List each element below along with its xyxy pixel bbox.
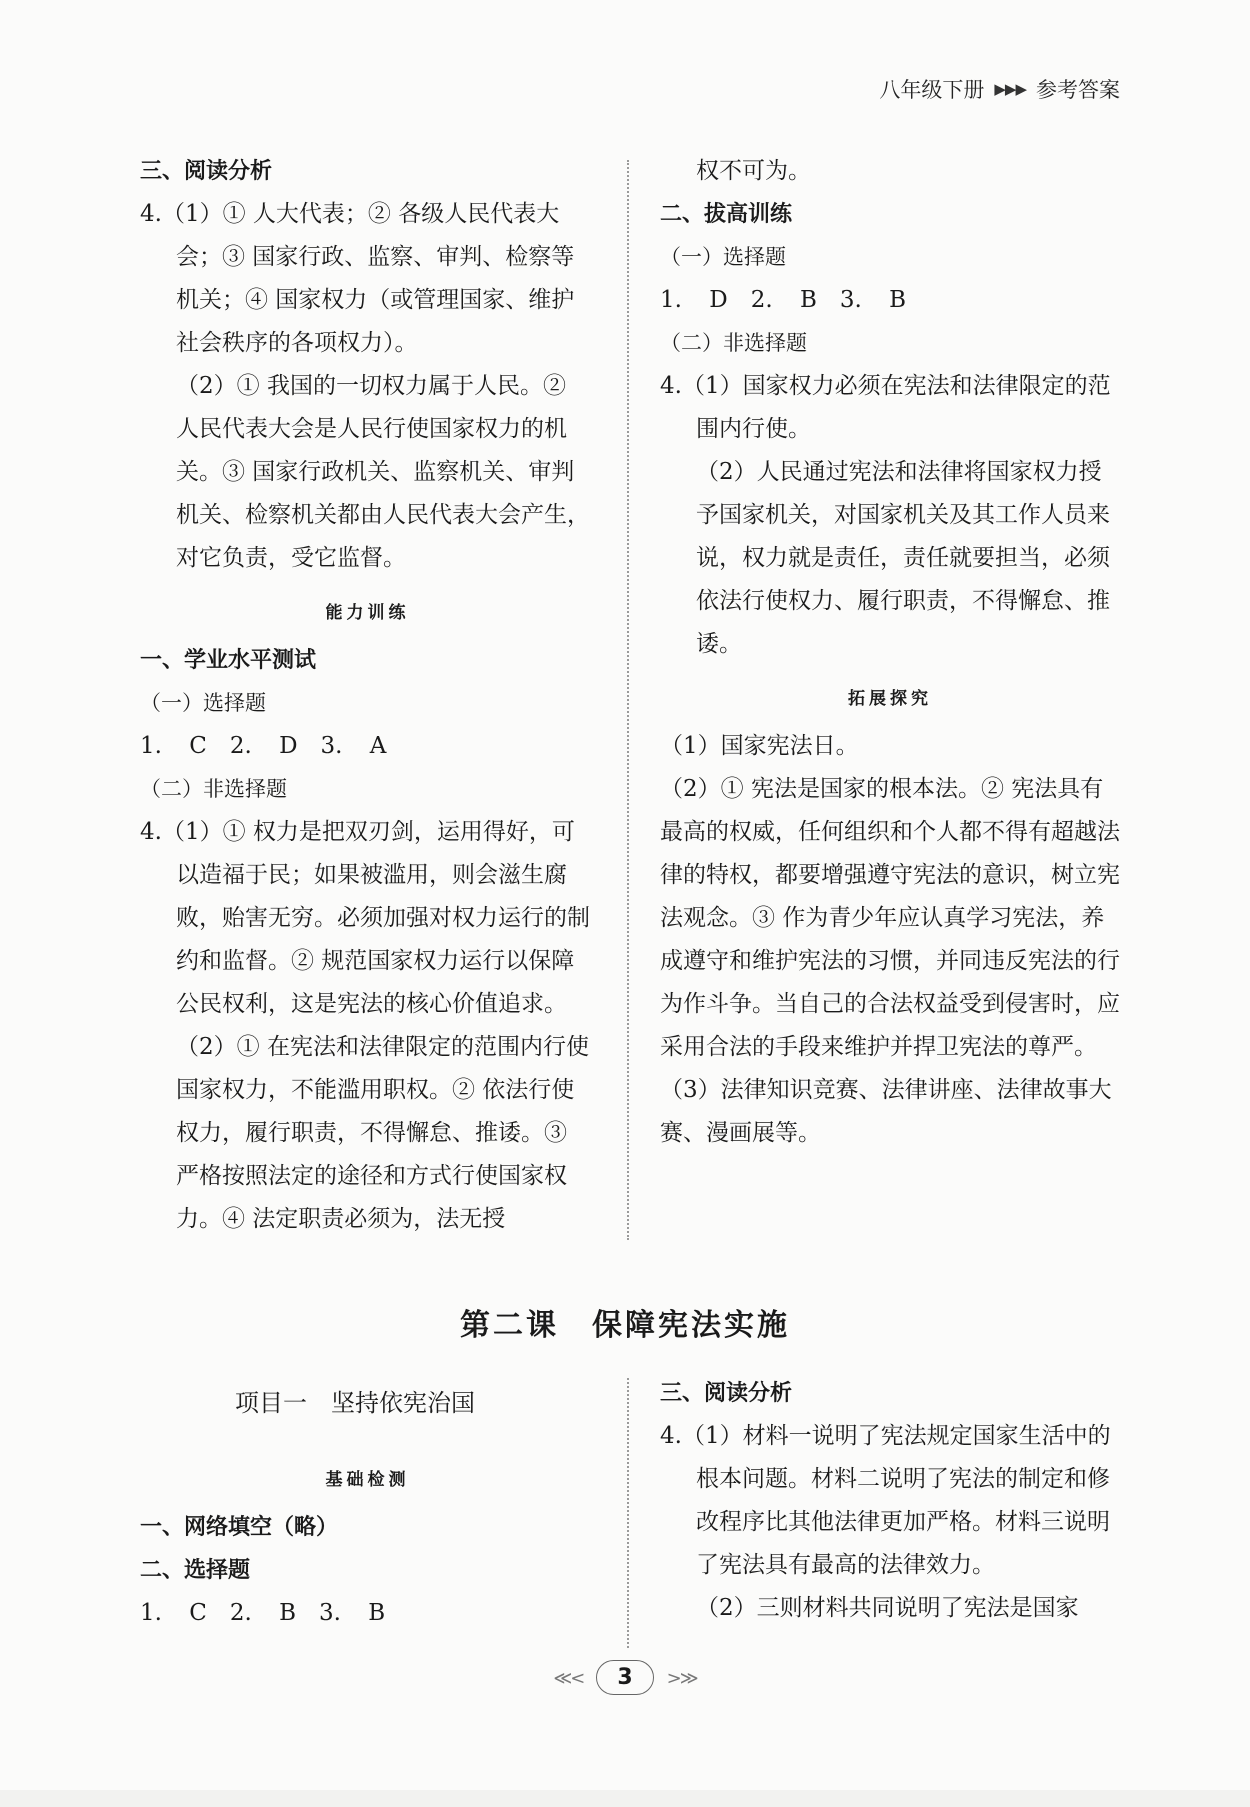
answer-key-label: 参考答案 [1036, 78, 1120, 102]
section-title: 一、学业水平测试 [140, 648, 317, 673]
answer-paragraph: （1）国家宪法日。 [660, 733, 859, 759]
subsection-heading: 能力训练 [325, 603, 410, 623]
answer-paragraph: （3）法律知识竞赛、法律讲座、法律故事大赛、漫画展等。 [660, 1077, 1112, 1146]
column-divider [627, 160, 629, 1240]
project-title: 项目一 坚持依宪治国 [235, 1389, 475, 1417]
answer-paragraph: 4.（1）国家权力必须在宪法和法律限定的范围内行使。 [660, 373, 1111, 442]
lesson-title: 第二课 保障宪法实施 [460, 1308, 790, 1343]
answer-paragraph: （2）① 宪法是国家的根本法。② 宪法具有最高的权威，任何组织和个人都不得有超越法律的特权，都要增强遵守宪法的意识，树立宪法观念。③ 作为青少年应认真学习宪法，养成遵守和维护宪法的习惯，并同违反宪法的行为作斗争。当自己的合法权益受到侵害时，应采用合法的手段来维护并捍卫宪法的尊严。 [660, 776, 1120, 1060]
subsection-title: （一）选择题 [660, 245, 786, 269]
subsection-heading: 基础检测 [325, 1470, 410, 1490]
subsection-heading: 拓展探究 [848, 689, 932, 709]
answer-paragraph: 4.（1）材料一说明了宪法规定国家生活中的根本问题。材料二说明了宪法的制定和修改程序比其他法律更加严格。材料三说明了宪法具有最高的法律效力。 [660, 1423, 1111, 1578]
page-number-footer [0, 1660, 1250, 1695]
triple-arrow-icon: ▶▶▶ [994, 80, 1026, 98]
answer-paragraph: 4.（1）① 人大代表；② 各级人民代表大会；③ 国家行政、监察、审判、检察等机关；④ 国家权力（或管理国家、维护社会秩序的各项权力）。 [140, 201, 575, 356]
section-title: 二、拔高训练 [660, 202, 793, 227]
right-column [660, 150, 1120, 1155]
section-title: 一、网络填空（略） [140, 1515, 339, 1540]
section-title: 三、阅读分析 [140, 159, 273, 184]
section-title: 二、选择题 [140, 1558, 251, 1583]
page-number: 3 [596, 1660, 653, 1695]
choice-answers: 1. C 2. B 3. B [140, 1600, 386, 1626]
answer-paragraph: （2）① 在宪法和法律限定的范围内行使国家权力，不能滥用职权。② 依法行使权力，履行职责，不得懈怠、推诿。③ 严格按照法定的途径和方式行使国家权力。④ 法定职责必须为，法无授 [176, 1034, 589, 1232]
answer-paragraph: 4.（1）① 权力是把双刃剑，运用得好，可以造福于民；如果被滥用，则会滋生腐败，贻害无穷。必须加强对权力运行的制约和监督。② 规范国家权力运行以保障公民权利，这是宪法的核心价值追求。 [140, 819, 590, 1017]
answer-paragraph: （2）三则材料共同说明了宪法是国家 [696, 1595, 1079, 1621]
grade-label: 八年级下册 [879, 78, 985, 102]
answer-paragraph: （2）人民通过宪法和法律将国家权力授予国家机关，对国家机关及其工作人员来说，权力就是责任，责任就要担当，必须依法行使权力、履行职责，不得懈怠、推诿。 [696, 459, 1110, 657]
subsection-title: （二）非选择题 [140, 777, 287, 801]
subsection-title: （二）非选择题 [660, 331, 807, 355]
column-divider [627, 1378, 629, 1648]
section-title: 三、阅读分析 [660, 1381, 793, 1406]
left-column [140, 150, 595, 1241]
choice-answers: 1. D 2. B 3. B [660, 287, 907, 313]
page-header [879, 74, 1120, 104]
left-column-lower [140, 1378, 595, 1635]
right-chevron-icon: >≫ [666, 1668, 697, 1689]
left-chevron-icon: ≪< [553, 1668, 584, 1689]
page-bottom-edge [0, 1790, 1250, 1807]
choice-answers: 1. C 2. D 3. A [140, 733, 387, 759]
right-column-lower [660, 1372, 1120, 1630]
answer-paragraph: （2）① 我国的一切权力属于人民。② 人民代表大会是人民行使国家权力的机关。③ 国家行政机关、监察机关、审判机关、检察机关都由人民代表大会产生，对它负责，受它监督。 [176, 373, 590, 571]
subsection-title: （一）选择题 [140, 691, 266, 715]
answer-continuation: 权不可为。 [696, 158, 811, 184]
